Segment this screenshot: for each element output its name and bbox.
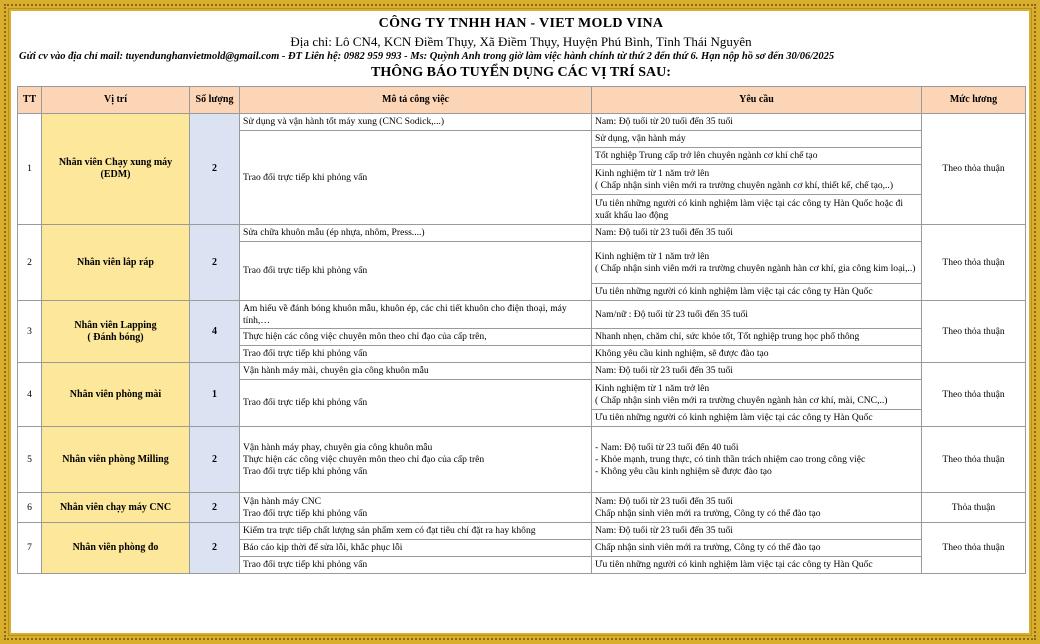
requirement-cell: Nam: Độ tuổi từ 23 tuổi đến 35 tuổi: [592, 363, 922, 380]
header-salary: Mức lương: [922, 87, 1026, 114]
requirement-cell: Kinh nghiệm từ 1 năm trở lên ( Chấp nhận sinh viên mới ra trường chuyên ngành cơ khí, thiết kế, chế tạo,..): [592, 165, 922, 195]
position-quantity: 2: [190, 225, 240, 301]
requirement-cell: - Nam: Độ tuổi từ 23 tuổi đến 40 tuổi - Khỏe mạnh, trung thực, có tinh thần trách nhiệm cao trong công việc - Không yêu cầu kinh nghiệm sẽ được đào tạo: [592, 427, 922, 493]
table-row: [18, 427, 1026, 493]
position-title: Nhân viên lắp ráp: [42, 225, 190, 301]
company-name: CÔNG TY TNHH HAN - VIET MOLD VINA: [378, 16, 664, 31]
position-title: Nhân viên phòng mài: [42, 363, 190, 427]
row-number: 5: [18, 427, 42, 493]
salary-cell: Thỏa thuận: [922, 493, 1026, 523]
salary-cell: Theo thỏa thuận: [922, 427, 1026, 493]
requirement-cell: Nam: Độ tuổi từ 23 tuổi đến 35 tuổi: [592, 225, 922, 242]
table-row: [18, 225, 1026, 242]
requirement-cell: Nam: Độ tuổi từ 23 tuổi đến 35 tuổi: [592, 523, 922, 540]
job-description-cell: Trao đổi trực tiếp khi phỏng vấn: [240, 131, 592, 225]
job-description-cell: Báo cáo kịp thời để sửa lỗi, khắc phục lỗi: [240, 540, 592, 557]
requirement-cell: Tốt nghiệp Trung cấp trở lên chuyên ngành cơ khí chế tạo: [592, 148, 922, 165]
header-description: Mô tả công việc: [240, 87, 592, 114]
row-number: 4: [18, 363, 42, 427]
company-address: Địa chỉ: Lô CN4, KCN Điềm Thụy, Xã Điềm Thụy, Huyện Phú Bình, Tỉnh Thái Nguyên: [290, 34, 752, 49]
table-header-row: [18, 87, 1026, 114]
table-row: [18, 301, 1026, 329]
position-title: Nhân viên chạy máy CNC: [42, 493, 190, 523]
job-description-cell: Vận hành máy CNC Trao đổi trực tiếp khi phỏng vấn: [240, 493, 592, 523]
position-quantity: 2: [190, 427, 240, 493]
salary-cell: Theo thỏa thuận: [922, 225, 1026, 301]
requirement-cell: Nam: Độ tuổi từ 23 tuổi đến 35 tuổi Chấp nhận sinh viên mới ra trường, Công ty có thể đào tạo: [592, 493, 922, 523]
header-requirements: Yêu cầu: [592, 87, 922, 114]
requirement-cell: Nam/nữ : Độ tuổi từ 23 tuổi đến 35 tuổi: [592, 301, 922, 329]
row-number: 2: [18, 225, 42, 301]
job-description-cell: Trao đổi trực tiếp khi phỏng vấn: [240, 380, 592, 427]
position-title: Nhân viên phòng đo: [42, 523, 190, 574]
document-content: [17, 15, 1025, 574]
job-description-cell: Vận hành máy mài, chuyên gia công khuôn mẫu: [240, 363, 592, 380]
requirement-cell: Không yêu cầu kinh nghiệm, sẽ được đào tạo: [592, 346, 922, 363]
requirement-cell: Sử dụng, vận hành máy: [592, 131, 922, 148]
table-row: [18, 114, 1026, 131]
job-description-cell: Vận hành máy phay, chuyên gia công khuôn mẫu Thực hiện các công việc chuyên môn theo chỉ đạo của cấp trên Trao đổi trực tiếp khi phỏng vấn: [240, 427, 592, 493]
salary-cell: Theo thỏa thuận: [922, 301, 1026, 363]
requirement-cell: Ưu tiên những người có kinh nghiệm làm việc tại các công ty Hàn Quốc: [592, 410, 922, 427]
job-description-cell: Sửa chữa khuôn mẫu (ép nhựa, nhôm, Press....): [240, 225, 592, 242]
position-quantity: 4: [190, 301, 240, 363]
header-position: Vị trí: [42, 87, 190, 114]
table-body: [18, 114, 1026, 574]
requirement-cell: Chấp nhận sinh viên mới ra trường, Công ty có thể đào tạo: [592, 540, 922, 557]
recruitment-notice-title: THÔNG BÁO TUYỂN DỤNG CÁC VỊ TRÍ SAU:: [371, 65, 671, 80]
job-description-cell: Thực hiện các công việc chuyên môn theo chỉ đạo của cấp trên,: [240, 329, 592, 346]
requirement-cell: Ưu tiên những người có kinh nghiệm làm việc tại các công ty Hàn Quốc: [592, 284, 922, 301]
job-description-cell: Trao đổi trực tiếp khi phỏng vấn: [240, 557, 592, 574]
position-quantity: 2: [190, 523, 240, 574]
header-tt: TT: [18, 87, 42, 114]
job-description-cell: Trao đổi trực tiếp khi phỏng vấn: [240, 346, 592, 363]
header-quantity: Số lượng: [190, 87, 240, 114]
position-title: Nhân viên Chạy xung máy (EDM): [42, 114, 190, 225]
table-row: [18, 523, 1026, 540]
table-row: [18, 493, 1026, 523]
row-number: 1: [18, 114, 42, 225]
requirement-cell: Kinh nghiệm từ 1 năm trở lên ( Chấp nhận sinh viên mới ra trường chuyên ngành hàn cơ khí, mài, CNC,..): [592, 380, 922, 410]
job-description-cell: Am hiểu về đánh bóng khuôn mẫu, khuôn ép, các chi tiết khuôn cho điện thoại, máy tính,…: [240, 301, 592, 329]
contact-info: Gửi cv vào địa chỉ mail: tuyendunghanvietmold@gmail.com - ĐT Liên hệ: 0982 959 993 - Ms: Quỳnh Anh trong giờ làm việc hành chính từ thứ 2 đến thứ 6. Hạn nộp hồ sơ đến 30/06/2025: [19, 51, 835, 62]
requirement-cell: Nhanh nhẹn, chăm chỉ, sức khỏe tốt, Tốt nghiệp trung học phổ thông: [592, 329, 922, 346]
salary-cell: Theo thỏa thuận: [922, 523, 1026, 574]
requirement-cell: Kinh nghiệm từ 1 năm trở lên ( Chấp nhận sinh viên mới ra trường chuyên ngành hàn cơ khí, gia công kim loại,..): [592, 242, 922, 284]
position-title: Nhân viên phòng Milling: [42, 427, 190, 493]
recruitment-table: [17, 86, 1026, 574]
job-description-cell: Trao đổi trực tiếp khi phỏng vấn: [240, 242, 592, 301]
requirement-cell: Nam: Độ tuổi từ 20 tuổi đến 35 tuổi: [592, 114, 922, 131]
position-quantity: 2: [190, 114, 240, 225]
row-number: 7: [18, 523, 42, 574]
row-number: 3: [18, 301, 42, 363]
position-title: Nhân viên Lapping ( Đánh bóng): [42, 301, 190, 363]
table-row: [18, 363, 1026, 380]
position-quantity: 2: [190, 493, 240, 523]
row-number: 6: [18, 493, 42, 523]
position-quantity: 1: [190, 363, 240, 427]
requirement-cell: Ưu tiên những người có kinh nghiệm làm việc tại các công ty Hàn Quốc: [592, 557, 922, 574]
salary-cell: Theo thỏa thuận: [922, 363, 1026, 427]
job-description-cell: Sử dụng và vận hành tốt máy xung (CNC Sodick,...): [240, 114, 592, 131]
job-description-cell: Kiểm tra trực tiếp chất lượng sản phẩm xem có đạt tiêu chí đặt ra hay không: [240, 523, 592, 540]
requirement-cell: Ưu tiên những người có kinh nghiệm làm việc tại các công ty Hàn Quốc hoặc đi xuất khẩu lao động: [592, 195, 922, 225]
salary-cell: Theo thỏa thuận: [922, 114, 1026, 225]
